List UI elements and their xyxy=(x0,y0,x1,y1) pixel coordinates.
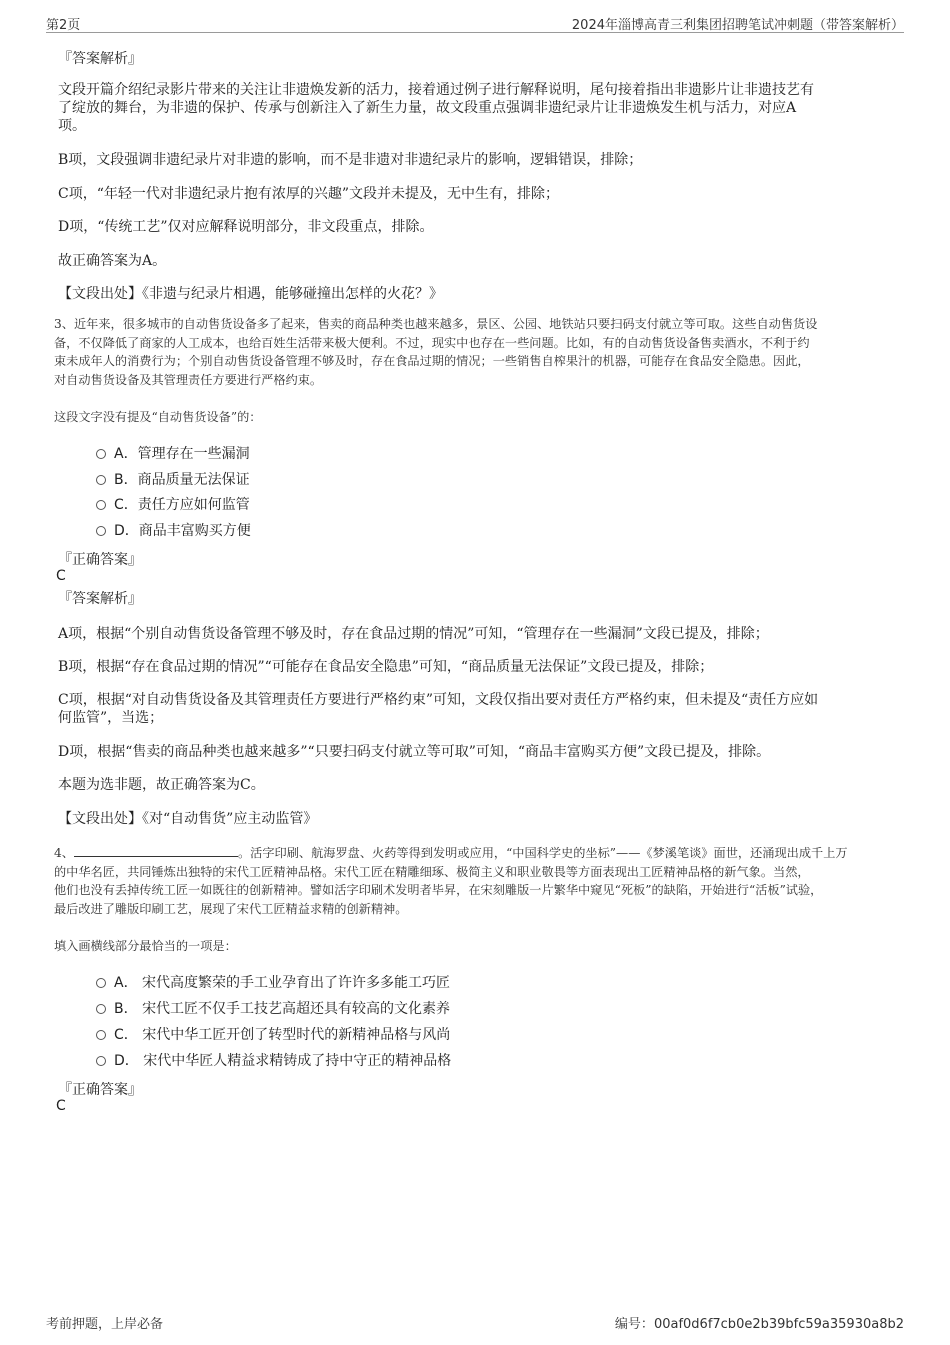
q3-answer: C xyxy=(56,568,66,584)
q3-option-b-analysis: B项，根据“存在食品过期的情况”“可能存在食品安全隐患”可知，“商品质量无法保证”文段已提及，排除； xyxy=(58,659,714,675)
q2-source: 【文段出处】《非遗与纪录片相遇，能够碰撞出怎样的火花？》 xyxy=(58,286,443,302)
document-code: 编号：00af0d6f7cb0e2b39bfc59a35930a8b2 xyxy=(614,1317,904,1332)
q2-option-d-analysis: D项，“传统工艺”仅对应解释说明部分，非文段重点，排除。 xyxy=(58,219,434,235)
q3-passage-line: 束未成年人的消费行为；个别自动售货设备管理不够及时，存在食品过期的情况；一些销售自榨果汁的机器，可能存在食品安全隐患。因此， xyxy=(54,354,810,368)
q3-option-b[interactable]: B．商品质量无法保证 xyxy=(96,470,250,490)
fill-in-blank xyxy=(74,846,238,857)
q3-passage-line: 对自动售货设备及其管理责任方要进行严格约束。 xyxy=(54,372,323,387)
q4-passage-first-line: 4、 。活字印刷、航海罗盘、火药等得到发明或应用，“中国科学史的坐标”——《梦溪笔谈》面世，还涌现出成千上万 xyxy=(54,846,848,860)
radio-icon[interactable] xyxy=(96,1030,106,1040)
page-header xyxy=(46,14,904,33)
footer-slogan: 考前押题，上岸必备 xyxy=(46,1317,164,1332)
q3-option-a-analysis: A项，根据“个别自动售货设备管理不够及时，存在食品过期的情况”可知，“管理存在一些漏洞”文段已提及，排除； xyxy=(58,626,769,642)
q4-answer-heading: 『正确答案』 xyxy=(58,1082,142,1098)
q2-option-c-analysis: C项，“年轻一代对非遗纪录片抱有浓厚的兴趣”文段并未提及，无中生有，排除； xyxy=(58,186,560,202)
radio-icon[interactable] xyxy=(96,526,106,536)
radio-icon[interactable] xyxy=(96,500,106,510)
q4-passage-line: 他们也没有丢掉传统工匠一如既往的创新精神。譬如活字印刷术发明者毕昇，在宋刻雕版一片繁华中窥见“死板”的缺陷，开始进行“活板”试验， xyxy=(54,883,823,897)
page-number: 第2页 xyxy=(46,18,81,33)
q3-option-c-line: 何监管”，当选； xyxy=(58,710,164,726)
q2-option-b-analysis: B项，文段强调非遗纪录片对非遗的影响，而不是非遗对非遗纪录片的影响，逻辑错误，排除； xyxy=(58,152,643,168)
document-title: 2024年淄博高青三利集团招聘笔试冲刺题（带答案解析） xyxy=(571,18,904,33)
q2-analysis-heading: 『答案解析』 xyxy=(58,51,142,67)
q3-passage-line: 3、近年来，很多城市的自动售货设备多了起来，售卖的商品种类也越来越多，景区、公园、地铁站只要扫码支付就立等可取。这些自动售货设 xyxy=(54,317,818,331)
q3-option-c-line: C项，根据“对自动售货设备及其管理责任方要进行严格约束”可知，文段仅指出要对责任方严格约束，但未提及“责任方应如 xyxy=(58,692,819,708)
q2-analysis-line: 文段开篇介绍纪录影片带来的关注让非遗焕发新的活力，接着通过例子进行解释说明，尾句接着指出非遗影片让非遗技艺有 xyxy=(58,82,814,98)
q4-option-a[interactable]: A． 宋代高度繁荣的手工业孕育出了许许多多能工巧匠 xyxy=(96,973,450,993)
q3-analysis-heading: 『答案解析』 xyxy=(58,591,142,607)
q4-answer: C xyxy=(56,1098,66,1114)
q4-passage-line: 的中华名匠，共同锤炼出独特的宋代工匠精神品格。宋代工匠在精雕细琢、极简主义和职业敬畏等方面表现出工匠精神品格的新气象。当然， xyxy=(54,864,810,879)
q4-passage-line: 最后改进了雕版印刷工艺，展现了宋代工匠精益求精的创新精神。 xyxy=(54,901,408,916)
q2-conclusion: 故正确答案为A。 xyxy=(58,253,167,269)
radio-icon[interactable] xyxy=(96,1004,106,1014)
q4-question: 填入画横线部分最恰当的一项是： xyxy=(54,939,237,953)
radio-icon[interactable] xyxy=(96,449,106,459)
q3-option-c-analysis xyxy=(58,691,892,727)
q3-option-c[interactable]: C．责任方应如何监管 xyxy=(96,495,250,515)
q2-analysis-paragraph xyxy=(58,81,892,135)
radio-icon[interactable] xyxy=(96,475,106,485)
q3-option-d-analysis: D项，根据“售卖的商品种类也越来越多”“只要扫码支付就立等可取”可知，“商品丰富购买方便”文段已提及，排除。 xyxy=(58,744,771,760)
q3-passage-line: 备，不仅降低了商家的人工成本，也给百姓生活带来极大便利。不过，现实中也存在一些问题。比如，有的自动售货设备售卖酒水，不利于约 xyxy=(54,335,810,350)
radio-icon[interactable] xyxy=(96,1056,106,1066)
q2-analysis-line: 了绽放的舞台，为非遗的保护、传承与创新注入了新生力量，故文段重点强调非遗纪录片让非遗焕发生机与活力，对应A xyxy=(58,100,797,116)
q3-option-a[interactable]: A．管理存在一些漏洞 xyxy=(96,444,250,464)
q3-passage xyxy=(54,315,896,389)
q2-analysis-line: 项。 xyxy=(58,118,86,134)
q3-question: 这段文字没有提及“自动售货设备”的： xyxy=(54,410,262,424)
q4-option-b[interactable]: B． 宋代工匠不仅手工技艺高超还具有较高的文化素养 xyxy=(96,999,450,1019)
q4-option-c[interactable]: C． 宋代中华工匠开创了转型时代的新精神品格与风尚 xyxy=(96,1025,450,1045)
q3-conclusion: 本题为选非题，故正确答案为C。 xyxy=(58,777,265,793)
q4-option-d[interactable]: D． 宋代中华匠人精益求精铸成了持中守正的精神品格 xyxy=(96,1051,451,1071)
q3-answer-heading: 『正确答案』 xyxy=(58,552,142,568)
q4-passage xyxy=(54,844,896,918)
radio-icon[interactable] xyxy=(96,978,106,988)
page-footer xyxy=(46,1313,904,1331)
q3-option-d[interactable]: D．商品丰富购买方便 xyxy=(96,521,251,541)
q3-source: 【文段出处】《对“自动售货”应主动监管》 xyxy=(58,811,318,827)
